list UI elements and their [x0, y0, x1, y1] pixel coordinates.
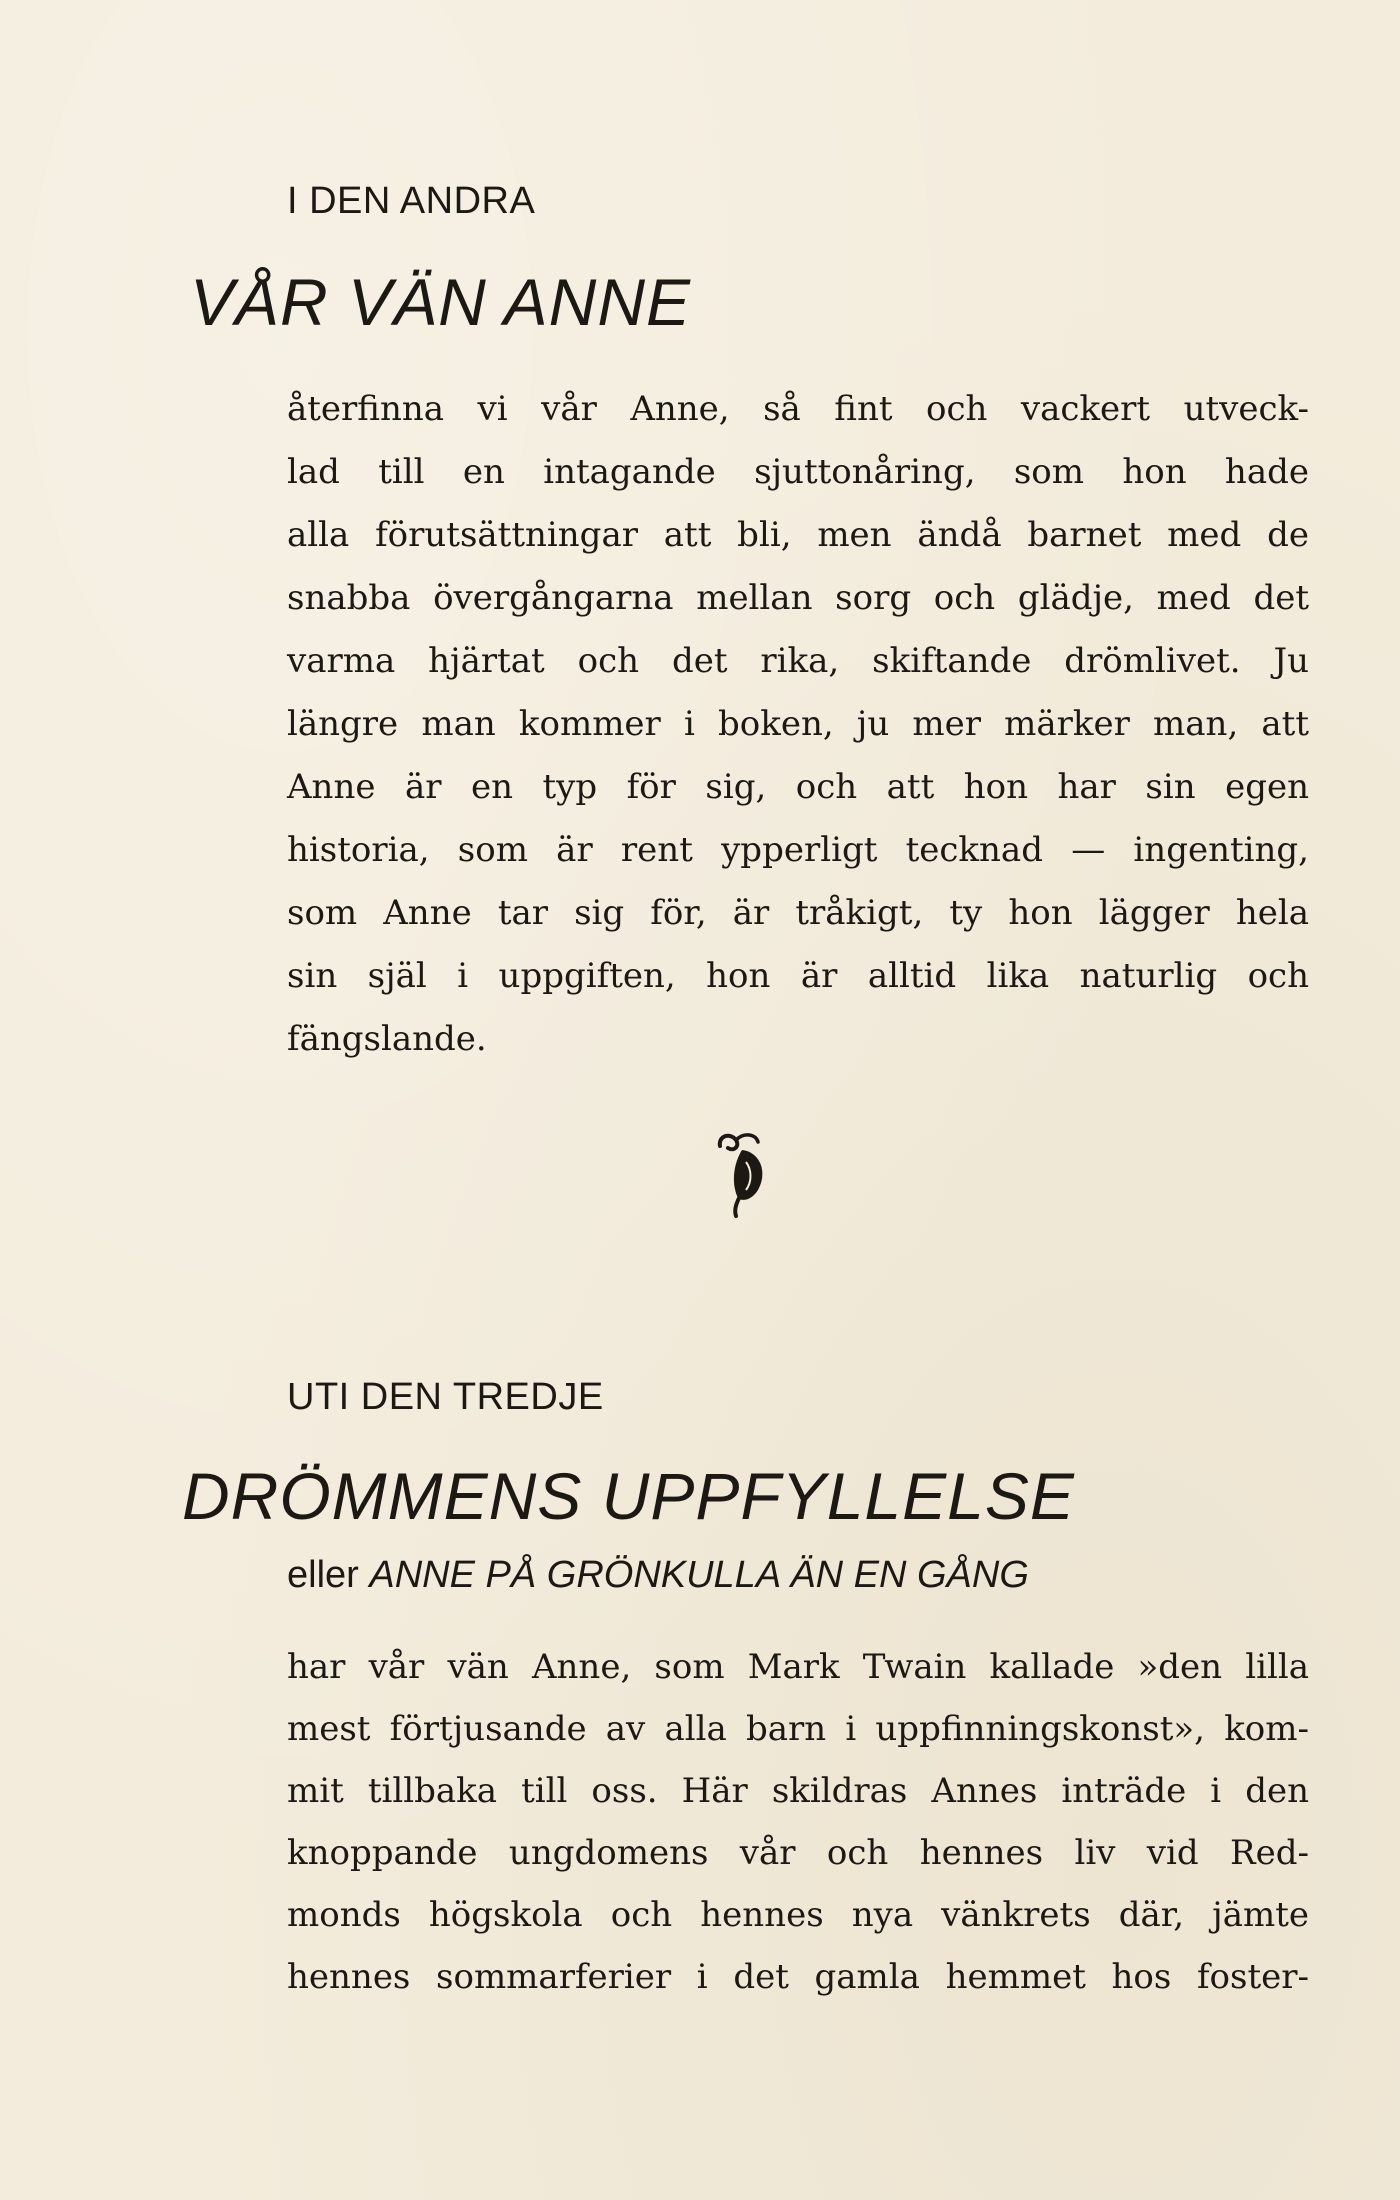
- paragraph-line: alla förutsättningar att bli, men ändå barnet med de: [287, 515, 1309, 555]
- paragraph-line: monds högskola och hennes nya vänkrets där, jämte: [287, 1895, 1309, 1935]
- paragraph-line: har vår vän Anne, som Mark Twain kallade »den lilla: [287, 1647, 1309, 1687]
- paragraph-line: sin själ i uppgiften, hon är alltid lika naturlig och: [287, 956, 1309, 996]
- section2-title: DRÖMMENS UPPFYLLELSE: [182, 1459, 1075, 1533]
- paragraph-line: hennes sommarferier i det gamla hemmet hos foster-: [287, 1957, 1309, 1997]
- paragraph-line: lad till en intagande sjuttonåring, som hon hade: [287, 452, 1309, 492]
- paragraph-line: mest förtjusande av alla barn i uppfinningskonst», kom-: [287, 1709, 1309, 1749]
- subtitle-prefix: eller: [287, 1554, 359, 1596]
- paragraph-line: fängslande.: [287, 1019, 487, 1059]
- paragraph-line: historia, som är rent ypperligt tecknad — ingenting,: [287, 830, 1309, 870]
- leaf-ornament-icon: [712, 1128, 772, 1218]
- section2-label: UTI DEN TREDJE: [287, 1376, 604, 1418]
- subtitle-book-title: ANNE PÅ GRÖNKULLA ÄN EN GÅNG: [369, 1554, 1029, 1596]
- paragraph-line: som Anne tar sig för, är tråkigt, ty hon lägger hela: [287, 893, 1309, 933]
- paragraph-line: Anne är en typ för sig, och att hon har sin egen: [287, 767, 1309, 807]
- paragraph-line: längre man kommer i boken, ju mer märker man, att: [287, 704, 1309, 744]
- paragraph-line: återfinna vi vår Anne, så fint och vackert utveck-: [287, 389, 1309, 429]
- paragraph-line: varma hjärtat och det rika, skiftande drömlivet. Ju: [287, 641, 1309, 681]
- paragraph-line: knoppande ungdomens vår och hennes liv vid Red-: [287, 1833, 1309, 1873]
- section2-subtitle: [287, 1554, 1029, 1597]
- section1-title: VÅR VÄN ANNE: [190, 265, 692, 339]
- paragraph-line: mit tillbaka till oss. Här skildras Annes inträde i den: [287, 1771, 1309, 1811]
- section1-label: I DEN ANDRA: [287, 180, 536, 222]
- paragraph-line: snabba övergångarna mellan sorg och glädje, med det: [287, 578, 1309, 618]
